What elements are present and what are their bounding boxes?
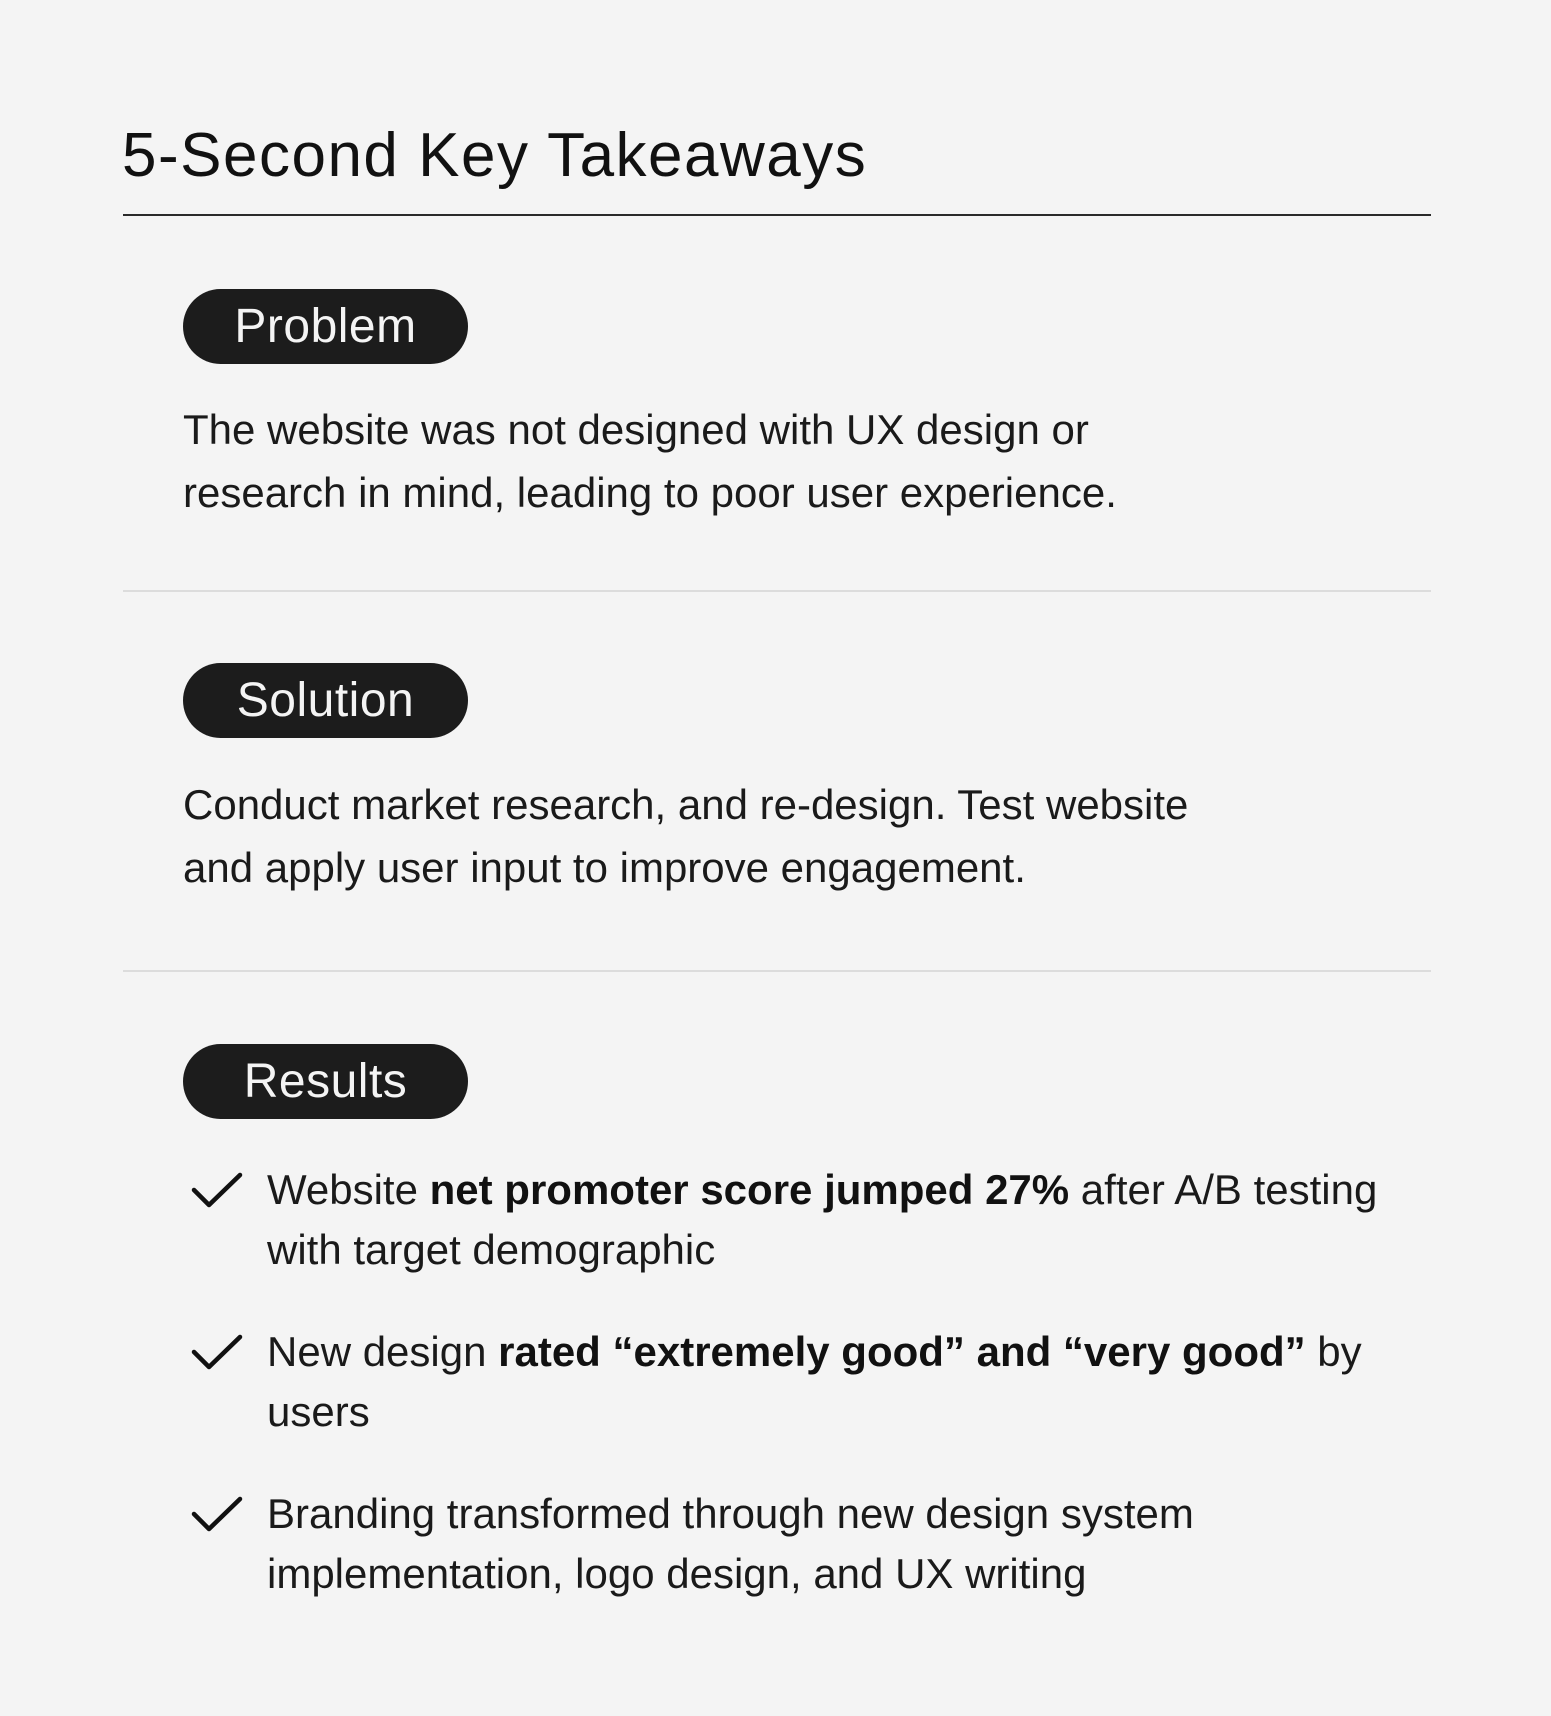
title-divider [123, 214, 1431, 216]
list-item [183, 1484, 1433, 1604]
result-text [267, 1160, 1433, 1280]
problem-text-line-2: research in mind, leading to poor user experience. [183, 469, 1117, 516]
check-icon [183, 1322, 267, 1382]
solution-badge [183, 663, 468, 738]
results-badge-label: Results [243, 1055, 408, 1108]
result-text-regular: by users [267, 1328, 1362, 1435]
list-item [183, 1322, 1433, 1442]
problem-badge-label: Problem [234, 300, 417, 353]
result-text-regular: after A/B testing with target demographic [267, 1166, 1378, 1273]
problem-text [183, 398, 1383, 524]
check-icon [183, 1160, 267, 1220]
page-title: 5-Second Key Takeaways [122, 121, 868, 190]
solution-text-line-1: Conduct market research, and re-design. Test website [183, 781, 1189, 828]
solution-text [183, 773, 1383, 899]
result-text-regular: Branding transformed through new design system implementation, logo design, and UX writing [267, 1490, 1194, 1597]
section-divider [123, 970, 1431, 972]
result-text [267, 1322, 1433, 1442]
solution-badge-label: Solution [236, 674, 415, 727]
problem-text-line-1: The website was not designed with UX design or [183, 406, 1089, 453]
list-item [183, 1160, 1433, 1280]
results-badge [183, 1044, 468, 1119]
section-divider [123, 590, 1431, 592]
result-text-bold: rated “extremely good” and “very good” [498, 1328, 1306, 1375]
result-text-regular: New design [267, 1328, 499, 1375]
solution-text-line-2: and apply user input to improve engagement. [183, 844, 1026, 891]
problem-badge [183, 289, 468, 364]
results-list [183, 1160, 1433, 1646]
check-icon [183, 1484, 267, 1544]
result-text [267, 1484, 1433, 1604]
result-text-bold: net promoter score jumped 27% [429, 1166, 1070, 1213]
result-text-regular: Website [267, 1166, 430, 1213]
